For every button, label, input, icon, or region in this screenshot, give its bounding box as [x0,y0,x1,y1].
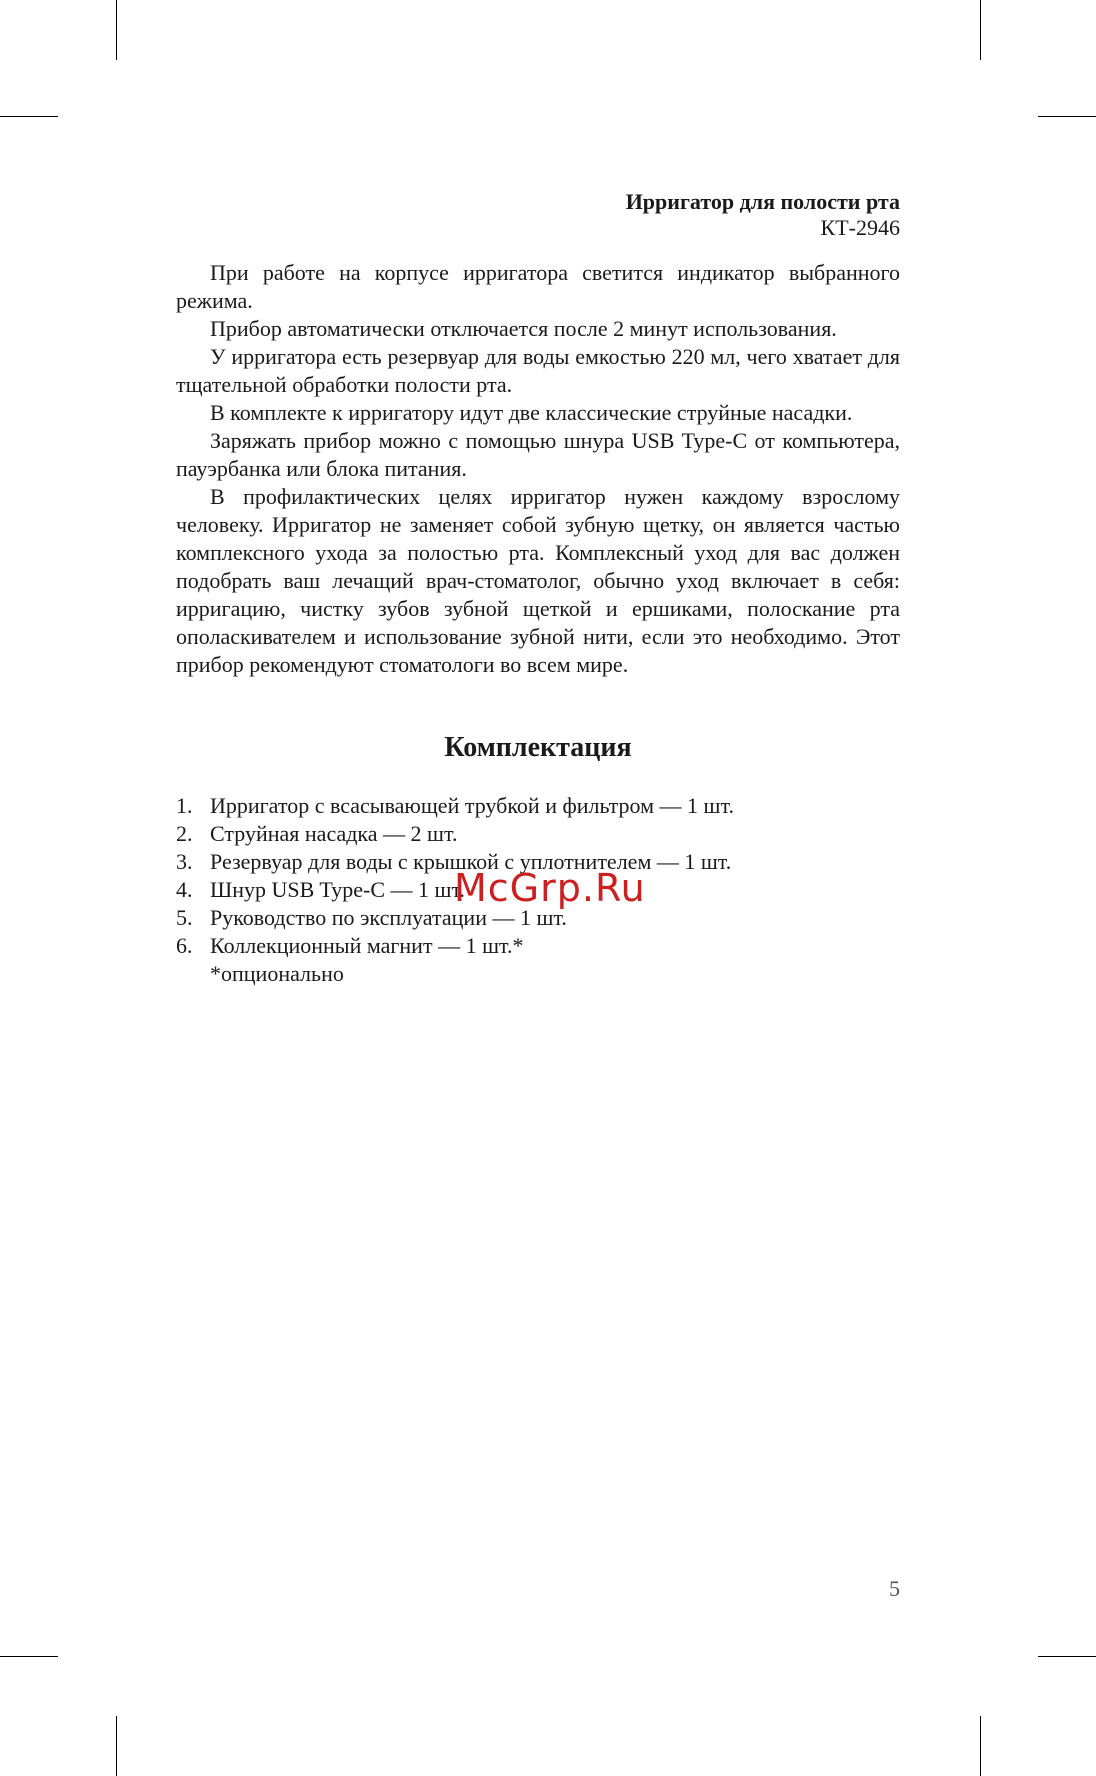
crop-mark-right-upper [1038,116,1096,117]
list-item [176,820,900,848]
list-item-number: 6. [176,933,193,958]
crop-mark-bottom-right [980,1716,981,1776]
paragraph: При работе на корпусе ирригатора светится индикатор выбранного режима. [176,260,900,313]
paragraph: В профилактических целях ирригатор нужен каждому взрослому человеку. Ирригатор не заменяет собой зубную щетку, он является частью комплексного ухода за полостью рта. Комплексный уход для вас должен подобрать ваш лечащий врач-стоматолог, обычно уход включает в себя: ирригацию, чистку зубов зубной щеткой и ершиками, полоскание рта ополаскивателем и использование зубной нити, если это необходимо. Этот прибор рекомендуют стоматологи во всем мире. [176,484,900,677]
crop-mark-top-left [116,0,117,60]
description [176,259,900,679]
list-item-number: 2. [176,821,193,846]
page-number: 5 [889,1576,900,1601]
paragraph: В комплекте к ирригатору идут две классические струйные насадки. [210,400,853,425]
paragraph: Заряжать прибор можно с помощью шнура USB Type-C от компьютера, пауэрбанка или блока питания. [176,428,900,481]
crop-mark-top-right [980,0,981,60]
list-item-number: 3. [176,849,193,874]
list-item [176,932,900,960]
crop-mark-right-lower [1038,1656,1096,1657]
product-title: Ирригатор для полости рта [625,189,900,214]
list-item-text: Руководство по эксплуатации — 1 шт. [210,905,567,930]
list-item-number: 1. [176,793,193,818]
list-item-text: Коллекционный магнит — 1 шт.* [210,933,524,958]
list-item-text: Резервуар для воды с крышкой с уплотнителем — 1 шт. [210,849,732,874]
product-model: КТ-2946 [820,215,900,240]
list-item-text: Струйная насадка — 2 шт. [210,821,458,846]
list-item-text: Шнур USB Type-C — 1 шт. [210,877,465,902]
section-title: Комплектация [444,732,632,763]
list-item-text: Ирригатор с всасывающей трубкой и фильтром — 1 шт. [210,793,734,818]
paragraph: У ирригатора есть резервуар для воды емкостью 220 мл, чего хватает для тщательной обработки полости рта. [176,344,900,397]
page-header [176,189,900,241]
crop-mark-left-lower [0,1656,58,1657]
paragraph: Прибор автоматически отключается после 2 минут использования. [210,316,837,341]
footnote: *опционально [210,961,344,986]
list-item-number: 4. [176,877,193,902]
list-item-number: 5. [176,905,193,930]
crop-mark-left-upper [0,116,58,117]
crop-mark-bottom-left [116,1716,117,1776]
list-item [176,792,900,820]
watermark: McGrp.Ru [454,866,646,910]
